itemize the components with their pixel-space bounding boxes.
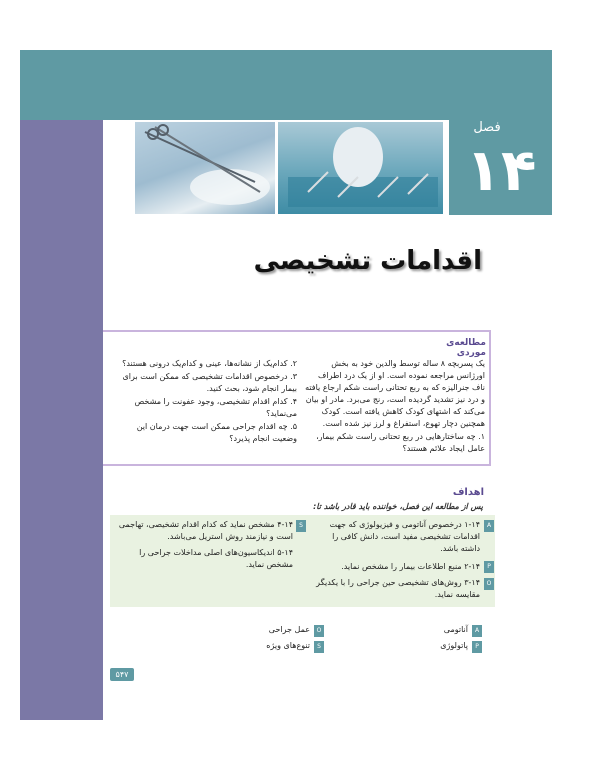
left-sidebar-band [20,120,103,720]
objective-3: ۳-۱۴ روش‌های تشخیصی حین جراحی را با یکدیگر مقایسه نماید. [316,578,480,599]
objectives-heading: اهداف [452,487,484,498]
surgical-photo-2 [278,122,443,214]
case-question-5: ۵. چه اقدام جراحی ممکن است جهت درمان این وضعیت انجام پذیرد؟ [136,422,297,443]
special-icon: S [296,520,306,532]
pathology-icon: P [484,561,494,573]
objectives-intro: پس از مطالعه این فصل، خواننده باید قادر باشد تا: [313,502,483,511]
instrument-tray-illustration [278,122,443,214]
glossary-special-types: تنوع‌های ویژه [266,641,310,650]
objective-2: ۲-۱۴ منبع اطلاعات بیمار را مشخص نماید. [341,562,480,571]
glossary-pathology-icon: P [472,641,482,653]
page-number: ۵۴۷ [110,668,134,681]
glossary-surgery-icon: O [314,625,324,637]
chapter-number: ۱۴ [465,136,537,204]
header-band [20,50,552,120]
glossary-anatomy-icon: A [472,625,482,637]
surgical-photo-1 [135,122,275,214]
objective-4: ۴-۱۴ مشخص نماید که کدام اقدام تشخیصی، تهاجمی است و نیازمند روش استریل می‌باشد. [118,520,293,541]
anatomy-icon: A [484,520,494,532]
case-question-3: ۳. درخصوص اقدامات تشخیصی که ممکن است برای بیمار انجام شود، بحث کنید. [122,372,297,393]
operation-icon: O [484,578,494,590]
case-paragraph: یک پسربچه ۸ ساله توسط والدین خود به بخش اورژانس مراجعه نموده است. او از یک درد اطراف ناف جنرالیزه که به ربع تحتانی راست شکم ارجاع یافته و درد نیز تشدید گردیده است، رنج می‌برد. مادر او بیان می‌کند که اشتهای کودک کاهش یافته است. کودک همچنین دچار تهوع، استفراغ و لرز نیز شده است. [305,359,485,428]
case-question-1: ۱. چه ساختارهایی در ربع تحتانی راست شکم بیمار، عامل ایجاد علائم هستند؟ [316,432,485,453]
case-question-4: ۴. کدام اقدام تشخیصی، وجود عفونت را مشخص می‌نماید؟ [134,397,297,418]
case-study-right-column [303,358,485,456]
case-question-2: ۲. کدام‌یک از نشانه‌ها، عینی و کدام‌یک درونی هستند؟ [122,359,297,368]
case-study-left-column [112,358,297,446]
glossary-special-icon: S [314,641,324,653]
glossary-pathology: پاتولوژی [440,641,468,650]
glossary-anatomy: آناتومی [443,625,468,634]
case-study-heading: مطالعه‌ی موردی [446,338,486,358]
chapter-title: اقدامات تشخیصی [253,246,482,276]
objective-5: ۵-۱۴ اندیکاسیون‌های اصلی مداخلات جراحی را مشخص نماید. [139,548,293,569]
chapter-word: فصل [473,120,501,135]
surgical-instruments-illustration [135,122,275,214]
glossary-surgery: عمل جراحی [268,625,310,634]
objective-1: ۱-۱۴ درخصوص آناتومی و فیزیولوژی که جهت اقدامات تشخیصی مفید است، دانش کافی را داشته باشد. [329,520,480,553]
